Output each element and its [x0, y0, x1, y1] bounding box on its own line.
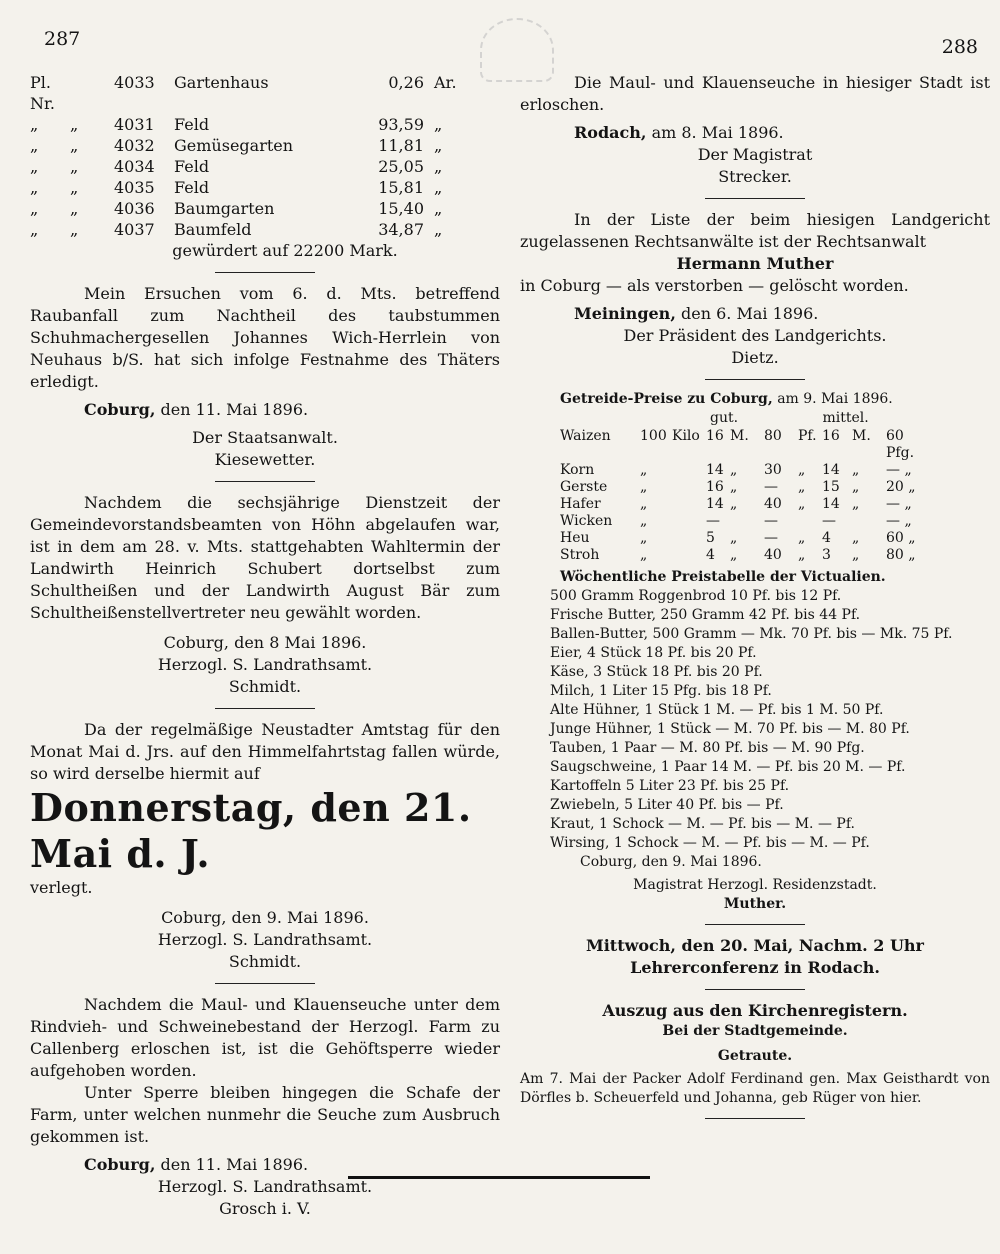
right-column — [520, 72, 990, 1129]
grain-cell: 14 — [706, 496, 724, 512]
grain-cell: „ — [730, 462, 738, 478]
grain-cell: 30 — [764, 462, 782, 478]
grain-cell: „ — [640, 496, 648, 512]
victual-item: Wirsing, 1 Schock — M. — Pf. bis — M. — Pf. — [550, 835, 870, 851]
victual-item: Milch, 1 Liter 15 Pfg. bis 18 Pf. — [550, 683, 772, 699]
plot-cell: 4037 — [114, 220, 155, 239]
grain-title: Getreide-Preise zu Coburg, — [560, 391, 773, 407]
page-number-right: 288 — [941, 36, 978, 58]
plot-cell: 4032 — [114, 136, 155, 155]
plot-cell: 25,05 — [378, 157, 424, 176]
church-entry: Am 7. Mai der Packer Adolf Ferdinand gen. Max Geisthardt von Dörfles b. Scheuerfeld und Johanna, geb Rüger von hier. — [520, 1071, 990, 1106]
grain-cell: 3 — [822, 547, 831, 563]
grain-cell: Heu — [560, 530, 590, 546]
plot-cell: Feld — [174, 115, 210, 134]
notice-disease-sheep: Unter Sperre bleiben hingegen die Schafe der Farm, unter welchen nunmehr die Seuche zum Ausbruch gekommen ist. — [30, 1083, 500, 1146]
plot-cell: „ — [30, 199, 39, 218]
church-subtitle: Bei der Stadtgemeinde. — [662, 1023, 848, 1039]
grain-cell: „ — [798, 462, 806, 478]
church-subtitle-2: Getraute. — [717, 1048, 793, 1064]
grain-cell: 20 „ — [886, 479, 916, 495]
plot-cell: 4036 — [114, 199, 155, 218]
grain-date: am 9. Mai 1896. — [777, 391, 893, 407]
plot-cell: 4034 — [114, 157, 155, 176]
victual-item: Tauben, 1 Paar — M. 80 Pf. bis — M. 90 Pfg. — [550, 740, 865, 756]
grain-cell: 16 — [822, 428, 840, 444]
grain-cell — [672, 513, 706, 530]
grain-cell: „ — [730, 496, 738, 512]
grain-cell: „ — [798, 479, 806, 495]
grain-cell: — „ — [886, 496, 912, 512]
signature-name: Dietz. — [731, 348, 779, 367]
grain-cell: — „ — [886, 462, 912, 478]
plot-cell: Pl. Nr. — [30, 73, 55, 113]
divider — [705, 989, 805, 990]
plot-cell: „ — [30, 136, 39, 155]
grain-cell: „ — [640, 513, 648, 529]
plot-cell: „ — [30, 157, 39, 176]
plot-cell: 4035 — [114, 178, 155, 197]
grain-cell: „ — [852, 496, 860, 512]
plot-cell: „ — [30, 178, 39, 197]
grain-head-mittel: mittel. — [822, 410, 869, 426]
plot-cell: „ — [434, 157, 443, 176]
victual-item: Alte Hühner, 1 Stück 1 M. — Pf. bis 1 M. 50 Pf. — [550, 702, 884, 718]
grain-cell: Gerste — [560, 479, 608, 495]
grain-cell: „ — [798, 547, 806, 563]
plot-cell: 4033 — [114, 73, 155, 92]
grain-cell — [852, 513, 886, 530]
grain-cell: „ — [798, 496, 806, 512]
date: Coburg, den 9. Mai 1896. — [161, 908, 369, 927]
victual-item: Kraut, 1 Schock — M. — Pf. bis — M. — Pf. — [550, 816, 855, 832]
conference-title: Lehrerconferenz in Rodach. — [630, 958, 880, 977]
grain-cell: „ — [730, 530, 738, 546]
place: Coburg, — [84, 1155, 156, 1174]
grain-cell — [672, 530, 706, 547]
grain-cell: 16 — [706, 428, 724, 444]
signature-name: Kiesewetter. — [214, 450, 316, 469]
victual-list — [550, 587, 990, 853]
grain-cell: „ — [640, 479, 648, 495]
victual-item: Ballen-Butter, 500 Gramm — Mk. 70 Pf. bis — Mk. 75 Pf. — [550, 626, 953, 642]
grain-cell: 4 — [706, 547, 715, 563]
lawyer-name: Hermann Muther — [676, 254, 834, 273]
victual-item: Frische Butter, 250 Gramm 42 Pf. bis 44 Pf. — [550, 607, 861, 623]
date: den 6. Mai 1896. — [680, 304, 819, 323]
notice-amtstag-date: Donnerstag, den 21. Mai d. J. — [30, 785, 472, 876]
notice-robbery: Mein Ersuchen vom 6. d. Mts. betreffend Raubanfall zum Nachtheil des taubstummen Schuhmachergesellen Johannes Wich-Herrlein von Neuhaus b/S. hat sich infolge Festnahme des Thäters erledigt. — [30, 284, 500, 391]
grain-cell: 80 „ — [886, 547, 916, 563]
plot-cell: Ar. — [434, 73, 457, 92]
victual-item: Junge Hühner, 1 Stück — M. 70 Pf. bis — M. 80 Pf. — [550, 721, 910, 737]
plot-cell: „ — [434, 115, 443, 134]
divider — [215, 481, 315, 482]
place: Meiningen, — [574, 304, 676, 323]
signature-title: Der Präsident des Landgerichts. — [623, 326, 887, 345]
signature-name: Schmidt. — [228, 952, 302, 971]
grain-cell: 40 — [764, 547, 782, 563]
divider — [215, 708, 315, 709]
grain-cell: — — [764, 479, 778, 495]
victual-item: 500 Gramm Roggenbrod 10 Pf. bis 12 Pf. — [550, 588, 842, 604]
grain-cell: — — [764, 530, 778, 546]
signature-name: Schmidt. — [228, 677, 302, 696]
plot-cell: Baumfeld — [174, 220, 252, 239]
divider — [215, 272, 315, 273]
notice-lawyer-end: in Coburg — als verstorben — gelöscht worden. — [520, 276, 909, 295]
plot-cell: 4031 — [114, 115, 155, 134]
victual-item: Eier, 4 Stück 18 Pf. bis 20 Pf. — [550, 645, 757, 661]
plot-cell: „ — [434, 199, 443, 218]
grain-cell: 40 — [764, 496, 782, 512]
grain-cell: 14 — [706, 462, 724, 478]
plot-cell: „ — [70, 220, 79, 239]
plot-cell: „ — [70, 136, 79, 155]
grain-cell: Hafer — [560, 496, 601, 512]
church-title: Auszug aus den Kirchenregistern. — [602, 1001, 908, 1020]
page-number-left: 287 — [44, 28, 81, 50]
grain-cell — [672, 479, 706, 496]
signature-title: Magistrat Herzogl. Residenzstadt. — [633, 877, 877, 893]
grain-cell: 80 — [764, 428, 782, 444]
grain-cell: — „ — [886, 513, 912, 529]
place: Rodach, — [574, 123, 647, 142]
grain-cell: „ — [798, 530, 806, 546]
grain-cell — [672, 547, 706, 564]
date: den 11. Mai 1896. — [160, 1155, 309, 1174]
plot-cell: „ — [70, 157, 79, 176]
grain-cell: „ — [852, 530, 860, 546]
signature-title: Der Magistrat — [697, 145, 813, 164]
victual-item: Kartoffeln 5 Liter 23 Pf. bis 25 Pf. — [550, 778, 790, 794]
grain-cell: 100 — [640, 428, 667, 444]
plot-cell: 34,87 — [378, 220, 424, 239]
notice-election: Nachdem die sechsjährige Dienstzeit der Gemeindevorstandsbeamten von Höhn abgelaufen war, ist in dem am 28. v. Mts. stattgehabten Wahltermin der Landwirth Heinrich Schubert dortselbst zum Schultheißen und der Landwirth August Bär zum Schultheißenstellvertreter neu gewählt worden. — [30, 493, 500, 622]
plot-cell: Baumgarten — [174, 199, 275, 218]
grain-cell: Wicken — [560, 513, 613, 529]
date: den 11. Mai 1896. — [160, 400, 309, 419]
grain-cell: „ — [640, 530, 648, 546]
grain-cell: „ — [852, 547, 860, 563]
signature-name: Grosch i. V. — [219, 1199, 311, 1218]
signature-title: Herzogl. S. Landrathsamt. — [157, 1177, 373, 1196]
victual-title: Wöchentliche Preistabelle der Victualien. — [560, 569, 886, 585]
divider — [705, 198, 805, 199]
grain-cell: 14 — [822, 462, 840, 478]
grain-cell: 15 — [822, 479, 840, 495]
signature-title: Herzogl. S. Landrathsamt. — [157, 655, 373, 674]
grain-cell: 14 — [822, 496, 840, 512]
grain-cell: M. — [852, 428, 871, 444]
divider — [705, 379, 805, 380]
grain-cell: — — [764, 513, 778, 529]
plot-cell: „ — [434, 178, 443, 197]
grain-cell: 5 — [706, 530, 715, 546]
bottom-rule — [348, 1176, 650, 1179]
grain-cell: „ — [640, 547, 648, 563]
divider — [705, 1118, 805, 1119]
grain-cell: „ — [852, 479, 860, 495]
notice-lawyer: In der Liste der beim hiesigen Landgericht zugelassenen Rechtsanwälte ist der Rechtsanwalt — [520, 210, 990, 251]
plot-cell: Gartenhaus — [174, 73, 269, 92]
grain-cell: Pf. — [798, 428, 817, 444]
grain-cell — [672, 462, 706, 479]
signature-name: Strecker. — [718, 167, 792, 186]
notice-disease: Nachdem die Maul- und Klauenseuche unter dem Rindvieh- und Schweinebestand der Herzogl. Farm zu Callenberg erloschen ist, ist die Gehöftsperre wieder aufgehoben worden. — [30, 995, 500, 1080]
victual-date: Coburg, den 9. Mai 1896. — [580, 854, 762, 870]
date: Coburg, den 8 Mai 1896. — [163, 633, 367, 652]
victual-item: Zwiebeln, 5 Liter 40 Pf. bis — Pf. — [550, 797, 784, 813]
grain-cell: — — [822, 513, 836, 529]
divider — [705, 924, 805, 925]
signature-title: Herzogl. S. Landrathsamt. — [157, 930, 373, 949]
grain-cell: 60 Pfg. — [886, 428, 915, 461]
plot-cell: Feld — [174, 178, 210, 197]
grain-cell: Kilo — [672, 428, 700, 444]
left-column — [30, 72, 500, 1220]
date: am 8. Mai 1896. — [651, 123, 784, 142]
plot-cell: 15,81 — [378, 178, 424, 197]
grain-cell: „ — [640, 462, 648, 478]
plot-cell — [70, 72, 114, 114]
notice-amtstag: Da der regelmäßige Neustadter Amtstag für den Monat Mai d. Jrs. auf den Himmelfahrtstag fallen würde, so wird derselbe hiermit auf — [30, 720, 500, 783]
signature-title: Der Staatsanwalt. — [192, 428, 338, 447]
plot-cell: „ — [434, 220, 443, 239]
grain-cell: Korn — [560, 462, 595, 478]
grain-cell: Waizen — [560, 428, 611, 444]
grain-cell: 4 — [822, 530, 831, 546]
plot-cell: 93,59 — [378, 115, 424, 134]
grain-cell — [798, 513, 822, 530]
victual-item: Käse, 3 Stück 18 Pf. bis 20 Pf. — [550, 664, 763, 680]
plot-cell: Feld — [174, 157, 210, 176]
grain-cell: „ — [730, 479, 738, 495]
conference-date: Mittwoch, den 20. Mai, Nachm. 2 Uhr — [586, 936, 924, 955]
grain-cell: — — [706, 513, 720, 529]
plot-list — [30, 72, 500, 240]
notice-rodach: Die Maul- und Klauenseuche in hiesiger Stadt ist erloschen. — [520, 73, 990, 114]
plot-cell: „ — [70, 199, 79, 218]
plot-cell: „ — [70, 115, 79, 134]
place: Coburg, — [84, 400, 156, 419]
grain-cell: M. — [730, 428, 749, 444]
plot-cell: „ — [30, 115, 39, 134]
grain-cell: 60 „ — [886, 530, 916, 546]
signature-name: Muther. — [723, 896, 787, 912]
grain-cell: Stroh — [560, 547, 600, 563]
notice-amtstag-end: verlegt. — [30, 878, 93, 897]
grain-cell: „ — [730, 547, 738, 563]
grain-cell — [730, 513, 764, 530]
grain-cell — [672, 496, 706, 513]
plot-cell: 11,81 — [378, 136, 424, 155]
valuation-line: gewürdert auf 22200 Mark. — [172, 241, 398, 260]
victual-item: Saugschweine, 1 Paar 14 M. — Pf. bis 20 M. — Pf. — [550, 759, 906, 775]
grain-head-gut: gut. — [710, 410, 739, 426]
plot-cell: „ — [70, 178, 79, 197]
plot-cell: Gemüsegarten — [174, 136, 294, 155]
plot-cell: 0,26 — [388, 73, 424, 92]
plot-cell: „ — [30, 220, 39, 239]
grain-cell: 16 — [706, 479, 724, 495]
divider — [215, 983, 315, 984]
grain-cell: „ — [852, 462, 860, 478]
grain-price-table — [560, 428, 990, 564]
plot-cell: „ — [434, 136, 443, 155]
plot-cell: 15,40 — [378, 199, 424, 218]
